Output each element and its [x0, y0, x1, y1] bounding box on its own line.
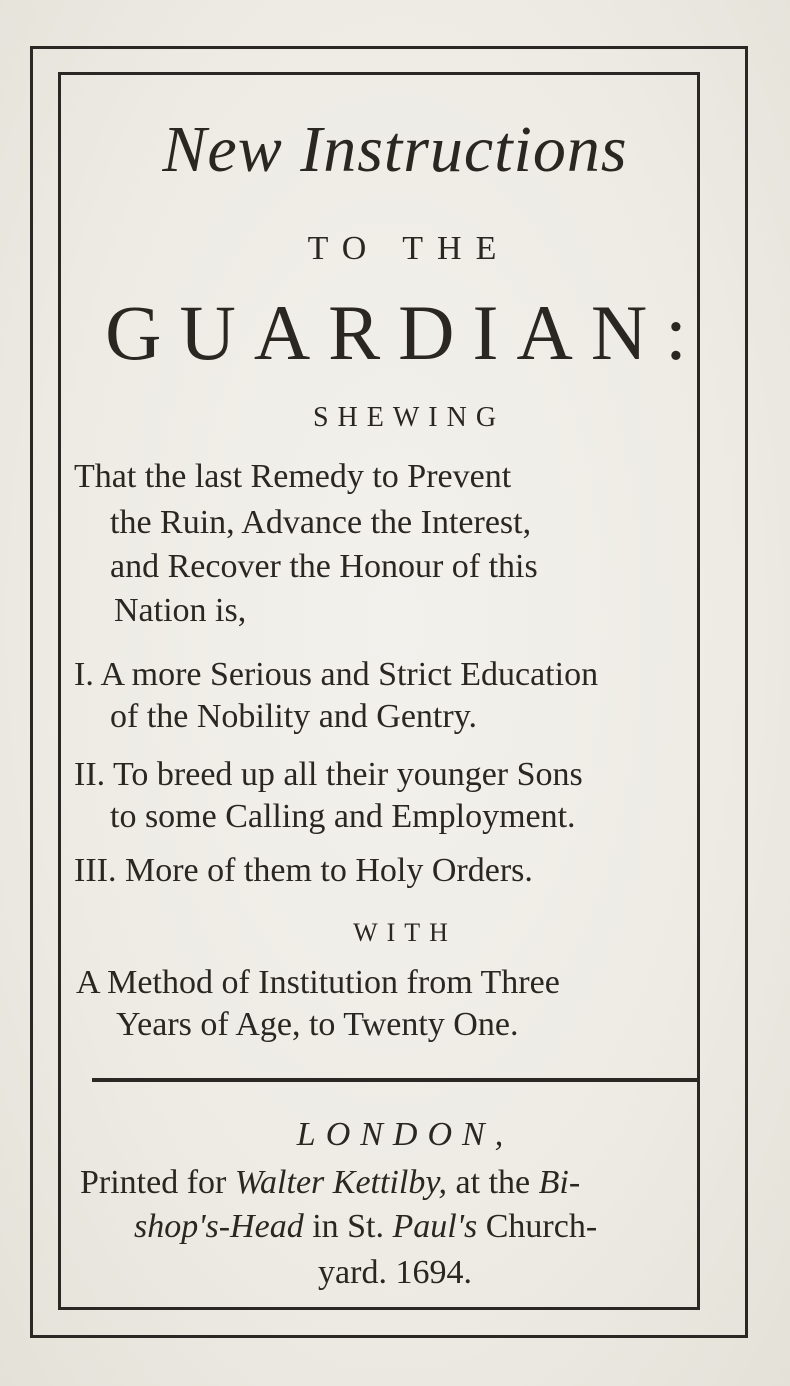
- point-one-line-2: of the Nobility and Gentry.: [110, 698, 477, 735]
- subtitle-to-the: TO THE: [307, 230, 511, 267]
- subtitle-guardian: GUARDIAN:: [105, 289, 705, 376]
- method-line-1: A Method of Institution from Three: [76, 964, 560, 1001]
- separator-rule: [92, 1078, 698, 1082]
- intro-line-3: and Recover the Honour of this: [110, 548, 538, 585]
- imprint-at-the: at the: [455, 1164, 531, 1201]
- imprint-pauls: Paul's: [392, 1208, 478, 1245]
- imprint-city: LONDON,: [296, 1116, 514, 1153]
- imprint-line-2: [134, 1208, 597, 1246]
- imprint-in-st: in St.: [312, 1208, 385, 1245]
- point-two-line-1: II. To breed up all their younger Sons: [74, 756, 583, 793]
- imprint-line-3: yard. 1694.: [318, 1254, 472, 1291]
- imprint-printer: Walter Kettilby,: [234, 1164, 448, 1201]
- point-two-line-2: to some Calling and Employment.: [110, 798, 576, 835]
- imprint-church: Church-: [485, 1208, 598, 1245]
- point-one-line-1: I. A more Serious and Strict Education: [74, 656, 599, 693]
- imprint-line-1: [80, 1164, 580, 1202]
- intro-line-2: the Ruin, Advance the Interest,: [110, 504, 532, 541]
- with-heading: WITH: [353, 918, 457, 947]
- imprint-sign-part-2: shop's-Head: [134, 1208, 304, 1245]
- imprint-sign-part-1: Bi-: [538, 1164, 581, 1201]
- shewing-heading: SHEWING: [312, 402, 506, 433]
- point-three-line-1: III. More of them to Holy Orders.: [74, 852, 533, 889]
- intro-line-4: Nation is,: [114, 592, 247, 629]
- page-title: New Instructions: [162, 113, 628, 186]
- imprint-printed-for: Printed for: [80, 1164, 227, 1201]
- intro-line-1: That the last Remedy to Prevent: [74, 458, 512, 495]
- method-line-2: Years of Age, to Twenty One.: [116, 1006, 519, 1043]
